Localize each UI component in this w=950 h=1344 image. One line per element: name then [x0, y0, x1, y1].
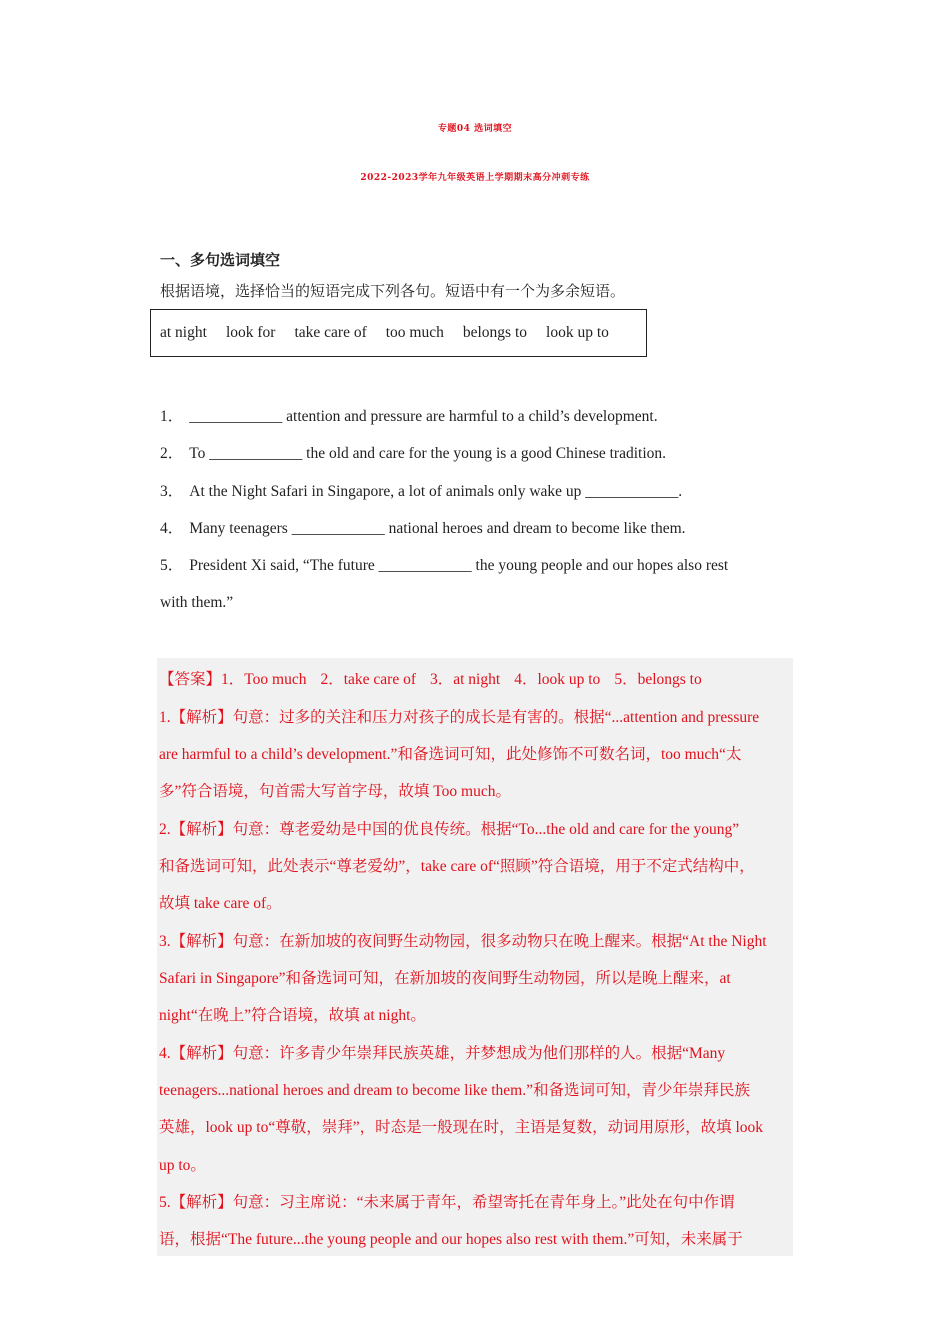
- question-text: President Xi said, “The future ____________ the young people and our hopes also rest: [189, 557, 729, 575]
- question-list: [160, 406, 800, 630]
- question-text: At the Night Safari in Singapore, a lot of animals only wake up ____________.: [189, 482, 683, 500]
- explanation-line: 2.【解析】句意：尊老爱幼是中国的优良传统。根据“To...the old and care for the young”: [159, 821, 740, 838]
- answer-line: [159, 667, 716, 689]
- explanation-line: night“在晚上”符合语境，故填 at night。: [159, 1007, 426, 1024]
- explanation-line: 5.【解析】句意：习主席说：“未来属于青年，希望寄托在青年身上。”此处在句中作谓: [159, 1194, 735, 1211]
- question-number: 4．: [160, 519, 184, 537]
- answer-item: 5．belongs to: [614, 671, 702, 688]
- answer-item: 3．at night: [430, 671, 501, 688]
- question-item: [160, 481, 800, 518]
- question-item: [160, 518, 800, 555]
- answer-item: 4．look up to: [514, 671, 601, 688]
- explanation-line: 3.【解析】句意：在新加坡的夜间野生动物园，很多动物只在晚上醒来。根据“At the Night: [159, 933, 767, 950]
- explanation-line: 英雄，look up to“尊敬，崇拜”，时态是一般现在时，主语是复数，动词用原形，故填 look: [159, 1119, 764, 1136]
- explanation-line: 多”符合语境，句首需大写首字母，故填 Too much。: [159, 783, 511, 800]
- phrase-box: [150, 309, 647, 357]
- explanation-line: 故填 take care of。: [159, 895, 282, 912]
- question-text: Many teenagers ____________ national heroes and dream to become like them.: [189, 519, 686, 537]
- question-item: [160, 406, 800, 443]
- question-number: 3．: [160, 482, 184, 500]
- document-subtitle: 2022-2023学年九年级英语上学期期末高分冲刺专练: [360, 173, 590, 183]
- explanation-line: 和备选词可知，此处表示“尊老爱幼”，take care of“照顾”符合语境，用于不定式结构中，: [159, 858, 755, 875]
- section-heading: 一、多句选词填空: [160, 251, 281, 269]
- explanation-line: are harmful to a child’s development.”和备选词可知，此处修饰不可数名词，too much“太: [159, 746, 742, 763]
- phrase-option: at night: [160, 324, 207, 341]
- explanation-line: 1.【解析】句意：过多的关注和压力对孩子的成长是有害的。根据“...attention and pressure: [159, 709, 760, 726]
- question-text: with them.”: [160, 594, 234, 612]
- question-text: ____________ attention and pressure are harmful to a child’s development.: [189, 408, 658, 425]
- question-number: 2．: [160, 445, 184, 463]
- answer-label: 【答案】: [159, 671, 222, 688]
- document-title: 专题04 选词填空: [437, 124, 513, 134]
- question-item: [160, 443, 800, 480]
- question-item: [160, 555, 800, 592]
- question-number: 5．: [160, 557, 184, 575]
- question-continuation: [160, 592, 800, 629]
- answer-item: 1．Too much: [221, 671, 307, 688]
- explanation-line: 4.【解析】句意：许多青少年崇拜民族英雄，并梦想成为他们那样的人。根据“Many: [159, 1045, 726, 1062]
- explanation-line: Safari in Singapore”和备选词可知，在新加坡的夜间野生动物园，所以是晚上醒来，at: [159, 970, 731, 987]
- explanation-line: teenagers...national heroes and dream to become like them.”和备选词可知，青少年崇拜民族: [159, 1082, 750, 1099]
- phrase-option: look up to: [546, 324, 609, 341]
- instruction-text: 根据语境，选择恰当的短语完成下列各句。短语中有一个为多余短语。: [160, 282, 626, 300]
- phrase-option: take care of: [294, 324, 367, 341]
- phrase-option: look for: [225, 324, 276, 341]
- explanation-line: up to。: [159, 1157, 206, 1174]
- explanation-line: 语，根据“The future...the young people and our hopes also rest with them.”可知，未来属于: [159, 1231, 743, 1248]
- phrase-option: too much: [385, 324, 444, 341]
- answer-box: [157, 658, 793, 1256]
- question-number: 1．: [160, 408, 184, 425]
- question-text: To ____________ the old and care for the young is a good Chinese tradition.: [189, 445, 667, 463]
- answer-item: 2．take care of: [320, 671, 416, 688]
- phrase-option: belongs to: [462, 324, 528, 341]
